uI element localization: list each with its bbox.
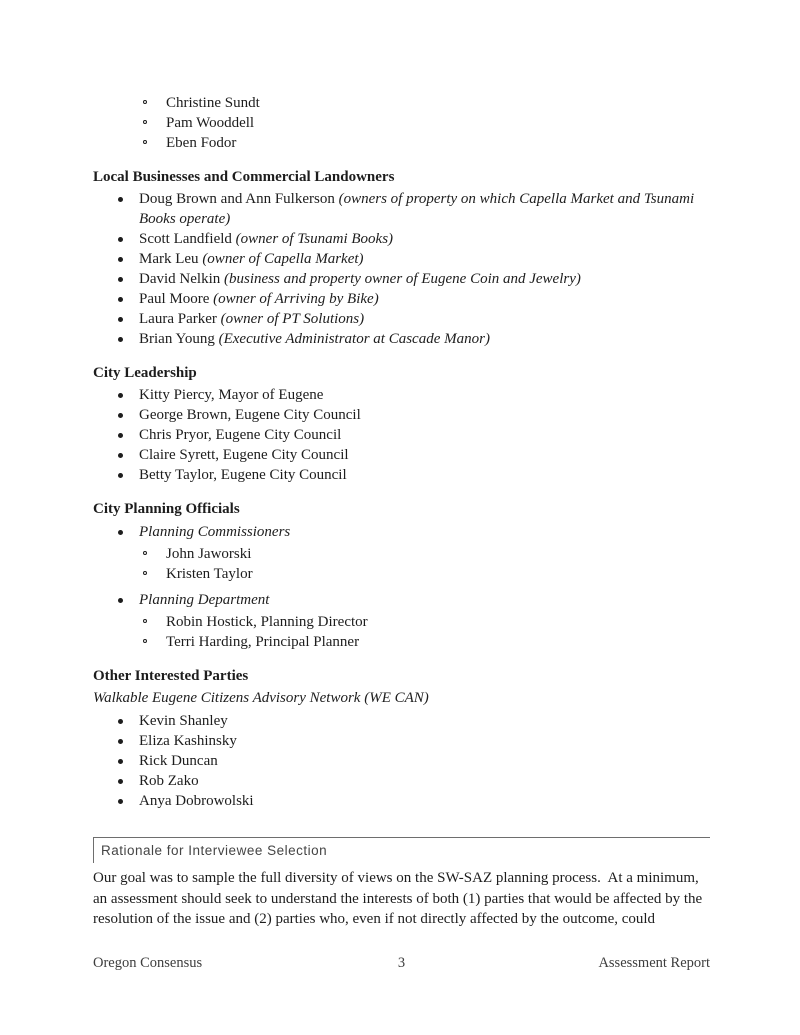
list-item [93, 590, 710, 610]
list-item [93, 771, 710, 791]
list-item [93, 229, 710, 249]
person-name: Brian Young [139, 331, 215, 347]
circle-bullet-icon [143, 140, 147, 144]
list-item [93, 93, 710, 113]
circle-bullet-icon [143, 120, 147, 124]
circle-bullet-icon [143, 551, 147, 555]
list-item-text: Rick Duncan [139, 753, 218, 769]
bullet-icon [118, 779, 123, 784]
footer-report-title: Assessment Report [598, 955, 710, 971]
person-role: (Executive Administrator at Cascade Manor) [218, 331, 490, 347]
person-name: Mark Leu [139, 251, 199, 267]
bullet-icon [118, 433, 123, 438]
sublist-top [93, 93, 710, 153]
list-item-text: John Jaworski [166, 546, 252, 562]
body-paragraph: Our goal was to sample the full diversity of views on the SW-SAZ planning process. At a minimum, an assessment should seek to understand the interests of both (1) parties that would be affected by the resolution of the issue and (2) parties who, even if not directly affected by the outcome, could [93, 870, 706, 927]
bullet-icon [118, 453, 123, 458]
circle-bullet-icon [143, 639, 147, 643]
list-item [93, 289, 710, 309]
person-role: (owner of Arriving by Bike) [213, 291, 379, 307]
bullet-icon [118, 530, 123, 535]
person-role: (owners of property on which Capella Market and Tsunami Books operate) [139, 191, 695, 227]
list-item-text [139, 191, 694, 227]
list-item-text: George Brown, Eugene City Council [139, 407, 361, 423]
list-item [93, 113, 710, 133]
bullet-icon [118, 237, 123, 242]
list-item-text: Chris Pryor, Eugene City Council [139, 427, 342, 443]
person-name: Paul Moore [139, 291, 210, 307]
list-item-text: Terri Harding, Principal Planner [166, 634, 360, 650]
bullet-icon [118, 337, 123, 342]
page-content [93, 0, 710, 930]
person-name: Scott Landfield [139, 231, 232, 247]
bullet-icon [118, 719, 123, 724]
list-item [93, 189, 710, 229]
group-label: Planning Commissioners [139, 524, 291, 540]
list-item [93, 564, 710, 584]
list-item-text: Robin Hostick, Planning Director [166, 614, 368, 630]
group-intro-we-can: Walkable Eugene Citizens Advisory Network (WE CAN) [93, 690, 429, 706]
page-footer [93, 953, 710, 973]
bullet-icon [118, 413, 123, 418]
callout-heading-box [93, 837, 710, 863]
group-members-list [93, 544, 710, 584]
bullet-list-city-leadership [93, 385, 710, 485]
group-label: Planning Department [139, 592, 270, 608]
circle-bullet-icon [143, 619, 147, 623]
circle-bullet-icon [143, 100, 147, 104]
group-label-list [93, 522, 710, 542]
list-item-text [139, 251, 364, 267]
bullet-icon [118, 473, 123, 478]
bullet-list-we-can [93, 711, 710, 811]
footer-page-number: 3 [397, 955, 406, 971]
list-item [93, 731, 710, 751]
list-item [93, 385, 710, 405]
list-item-text: Betty Taylor, Eugene City Council [139, 467, 347, 483]
list-item-text: Eben Fodor [166, 135, 237, 151]
bullet-icon [118, 393, 123, 398]
list-item-text: Kitty Piercy, Mayor of Eugene [139, 387, 324, 403]
list-item-text: Anya Dobrowolski [139, 793, 254, 809]
list-item [93, 309, 710, 329]
list-item [93, 269, 710, 289]
list-item [93, 522, 710, 542]
list-item [93, 465, 710, 485]
bullet-icon [118, 598, 123, 603]
list-item-text [139, 291, 379, 307]
person-role: (business and property owner of Eugene Coin and Jewelry) [223, 271, 581, 287]
group-label-list [93, 590, 710, 610]
bullet-icon [118, 739, 123, 744]
list-item [93, 751, 710, 771]
list-item [93, 791, 710, 811]
person-role: (owner of Capella Market) [202, 251, 364, 267]
bullet-list-local-businesses [93, 189, 710, 349]
bullet-icon [118, 317, 123, 322]
list-item-text [139, 271, 581, 287]
bullet-icon [118, 277, 123, 282]
list-item-text: Kevin Shanley [139, 713, 228, 729]
person-name: Doug Brown and Ann Fulkerson [139, 191, 335, 207]
person-role: (owner of Tsunami Books) [235, 231, 394, 247]
section-heading-other-interested-parties: Other Interested Parties [93, 668, 249, 684]
list-item [93, 329, 710, 349]
list-item [93, 133, 710, 153]
list-item-text [139, 331, 490, 347]
list-item [93, 425, 710, 445]
list-item [93, 612, 710, 632]
list-item [93, 632, 710, 652]
list-item [93, 249, 710, 269]
callout-title: Rationale for Interviewee Selection [101, 843, 328, 858]
bullet-icon [118, 759, 123, 764]
person-name: Laura Parker [139, 311, 217, 327]
list-item-text: Pam Wooddell [166, 115, 255, 131]
list-item [93, 445, 710, 465]
bullet-icon [118, 197, 123, 202]
footer-document-name: Oregon Consensus [93, 955, 203, 971]
list-item [93, 405, 710, 425]
list-item-text [139, 231, 393, 247]
person-name: David Nelkin [139, 271, 221, 287]
circle-bullet-icon [143, 571, 147, 575]
section-heading-city-leadership: City Leadership [93, 365, 197, 381]
person-role: (owner of PT Solutions) [220, 311, 365, 327]
list-item [93, 544, 710, 564]
section-heading-local-businesses: Local Businesses and Commercial Landowners [93, 169, 395, 185]
bullet-icon [118, 297, 123, 302]
list-item-text: Rob Zako [139, 773, 199, 789]
list-item-text: Kristen Taylor [166, 566, 253, 582]
group-members-list [93, 612, 710, 652]
list-item-text: Christine Sundt [166, 95, 260, 111]
bullet-icon [118, 257, 123, 262]
list-item-text [139, 311, 364, 327]
section-heading-city-planning-officials: City Planning Officials [93, 501, 240, 517]
bullet-icon [118, 799, 123, 804]
list-item-text: Claire Syrett, Eugene City Council [139, 447, 349, 463]
list-item-text: Eliza Kashinsky [139, 733, 237, 749]
list-item [93, 711, 710, 731]
